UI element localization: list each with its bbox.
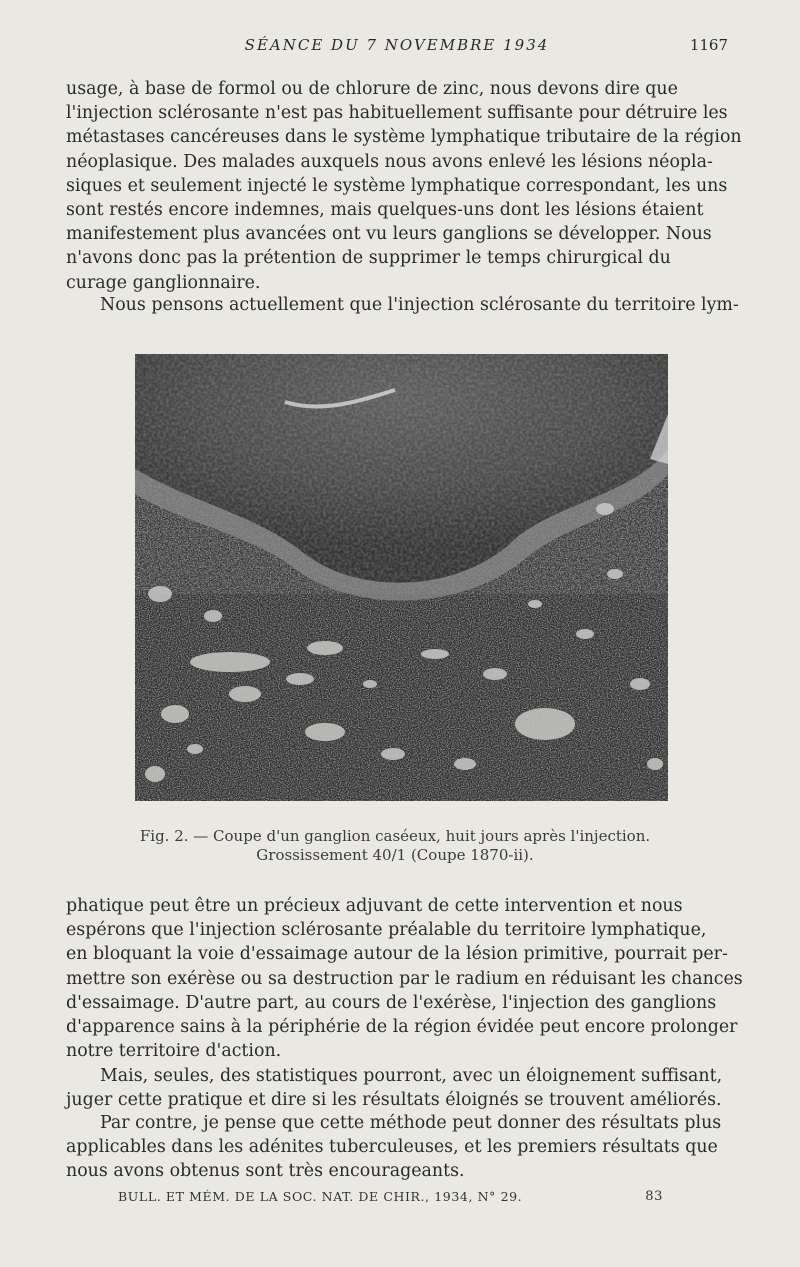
text-line: manifestement plus avancées ont vu leurs ganglions se développer. Nous	[66, 224, 712, 245]
running-head-title: SÉANCE DU 7 NOVEMBRE 1934	[244, 36, 550, 54]
footer	[118, 1189, 663, 1204]
text-line: curage ganglionnaire.	[66, 272, 261, 293]
paragraph-2	[66, 293, 758, 317]
text-line: métastases cancéreuses dans le système lymphatique tributaire de la région	[66, 127, 742, 148]
text-line: mettre son exérèse ou sa destruction par le radium en réduisant les chances	[66, 968, 743, 989]
paragraph-5	[66, 1111, 758, 1184]
text-line: juger cette pratique et dire si les résultats éloignés se trouvent améliorés.	[66, 1090, 722, 1111]
text-line: d'essaimage. D'autre part, au cours de l'exérèse, l'injection des ganglions	[66, 992, 717, 1013]
page-number: 1167	[689, 36, 728, 54]
micrograph-image	[135, 354, 668, 801]
caption-line: Grossissement 40/1 (Coupe 1870-ii).	[256, 846, 534, 864]
text-line: l'injection sclérosante n'est pas habituellement suffisante pour détruire les	[66, 103, 728, 124]
figure-micrograph	[135, 354, 668, 801]
text-line: sont restés encore indemnes, mais quelques-uns dont les lésions étaient	[66, 200, 704, 221]
text-line: Par contre, je pense que cette méthode peut donner des résultats plus	[100, 1113, 722, 1133]
text-line: notre territoire d'action.	[66, 1041, 282, 1062]
figure-caption	[66, 827, 724, 865]
journal-reference: BULL. ET MÉM. DE LA SOC. NAT. DE CHIR., 1934, N° 29.	[118, 1189, 523, 1204]
text-line: usage, à base de formol ou de chlorure de zinc, nous devons dire que	[66, 79, 678, 99]
running-head	[66, 36, 728, 60]
text-line: Mais, seules, des statistiques pourront, avec un éloignement suffisant,	[100, 1066, 723, 1086]
text-line: phatique peut être un précieux adjuvant de cette intervention et nous	[66, 896, 683, 916]
text-line: espérons que l'injection sclérosante préalable du territoire lymphatique,	[66, 920, 707, 941]
paragraph-4	[66, 1064, 758, 1112]
text-line: d'apparence sains à la périphérie de la région évidée peut encore prolonger	[66, 1017, 738, 1038]
text-line: Nous pensons actuellement que l'injection sclérosante du territoire lym-	[100, 295, 739, 315]
text-line: en bloquant la voie d'essaimage autour de la lésion primitive, pourrait per-	[66, 944, 728, 965]
text-line: n'avons donc pas la prétention de supprimer le temps chirurgical du	[66, 248, 671, 269]
text-line: nous avons obtenus sont très encourageants.	[66, 1161, 465, 1182]
caption-line: Fig. 2. — Coupe d'un ganglion caséeux, huit jours après l'injection.	[139, 827, 651, 845]
text-line: néoplasique. Des malades auxquels nous avons enlevé les lésions néopla-	[66, 151, 713, 172]
signature-mark: 83	[645, 1189, 663, 1204]
paragraph-3	[66, 894, 743, 1063]
paragraph-1	[66, 77, 742, 295]
text-line: siques et seulement injecté le système lymphatique correspondant, les uns	[66, 175, 728, 196]
text-line: applicables dans les adénites tuberculeuses, et les premiers résultats que	[66, 1137, 718, 1158]
